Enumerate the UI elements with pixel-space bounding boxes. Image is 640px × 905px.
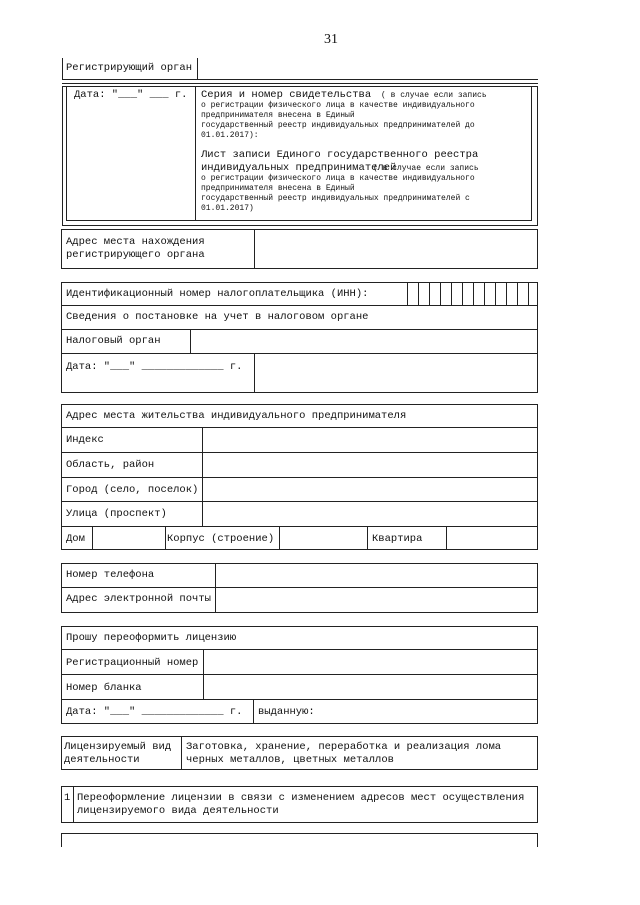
lic-line-2 — [61, 674, 538, 675]
addr-line-2 — [61, 452, 538, 453]
building-cell-left — [165, 526, 166, 550]
cert-note-2: о регистрации физического лица в качестве индивидуального предпринимателя внесена в Единый государственный реестр индивидуальных предпринимателей до 01.01.2017): — [201, 101, 475, 140]
registry-date-cell — [66, 86, 196, 221]
addr-line-3 — [61, 477, 538, 478]
house-label: Дом — [66, 533, 85, 545]
issued-label: выданную: — [258, 706, 315, 718]
email-label: Адрес электронной почты — [66, 593, 211, 605]
reg-number-label: Регистрационный номер — [66, 657, 199, 669]
lic-line-3 — [61, 699, 538, 700]
divider-double — [62, 83, 538, 84]
registry-date-label: Дата: "___" ___ г. — [74, 89, 188, 101]
tax-body-field[interactable] — [190, 329, 191, 353]
lic-line-1 — [61, 649, 538, 650]
reason-text: Переоформление лицензии в связи с изменением адресов мест осуществления лицензируемого вида деятельности — [77, 792, 525, 817]
tax-row-line-1 — [61, 305, 538, 306]
city-label: Город (село, поселок) — [66, 484, 199, 496]
activity-divider — [181, 736, 182, 770]
tax-body-label: Налоговый орган — [66, 335, 161, 347]
street-label: Улица (проспект) — [66, 508, 167, 520]
cert-title: Серия и номер свидетельства — [201, 89, 372, 101]
region-label: Область, район — [66, 459, 155, 471]
sheet-note-1: ( в случае если запись — [373, 164, 479, 173]
address-fields-divider[interactable] — [202, 427, 203, 526]
reg-body-field[interactable] — [197, 58, 198, 80]
cert-note-1: ( в случае если запись — [381, 91, 487, 100]
continuation-line — [61, 833, 538, 834]
building-field[interactable] — [279, 526, 280, 550]
form-number-label: Номер бланка — [66, 682, 142, 694]
license-date-label: Дата: "___" _____________ г. — [66, 706, 243, 718]
activity-value: Заготовка, хранение, переработка и реализация лома черных металлов, цветных металлов — [186, 741, 502, 766]
contacts-fields[interactable] — [215, 563, 216, 613]
contacts-line — [61, 587, 538, 588]
house-field[interactable] — [92, 526, 93, 550]
addr-line-5 — [61, 526, 538, 527]
reg-body-label: Регистрирующий орган — [66, 62, 193, 74]
reason-number: 1 — [64, 792, 71, 804]
tax-date-field[interactable] — [254, 353, 255, 393]
tax-date-label: Дата: "___" _____________ г. — [66, 361, 243, 373]
activity-label: Лицензируемый вид деятельности — [64, 741, 172, 766]
apartment-field[interactable] — [446, 526, 447, 550]
inn-label: Идентификационный номер налогоплательщика (ИНН): — [66, 288, 369, 300]
continuation-left — [61, 833, 62, 847]
apartment-cell-left — [367, 526, 368, 550]
page-number: 31 — [324, 32, 338, 47]
reg-address-label: Адрес места нахождения регистрирующего органа — [66, 236, 205, 261]
index-label: Индекс — [66, 434, 104, 446]
tax-info-label: Сведения о постановке на учет в налоговом органе — [66, 311, 369, 323]
addr-line-1 — [61, 427, 538, 428]
tax-row-line-3 — [61, 353, 538, 354]
license-date-divider — [253, 699, 254, 724]
continuation-right — [537, 833, 538, 847]
sheet-title: Лист записи Единого государственного реестра индивидуальных предпринимателей — [201, 149, 479, 174]
license-fields[interactable] — [203, 649, 204, 699]
license-request: Прошу переоформить лицензию — [66, 632, 237, 644]
tax-row-line-2 — [61, 329, 538, 330]
sheet-note-2: о регистрации физического лица в качестве индивидуального предпринимателя внесена в Единый государственный реестр индивидуальных предпринимателей с 01.01.2017) — [201, 174, 475, 213]
addr-line-4 — [61, 501, 538, 502]
inn-cells[interactable] — [407, 282, 538, 305]
address-title: Адрес места жительства индивидуального предпринимателя — [66, 410, 407, 422]
reg-address-field[interactable] — [254, 229, 538, 269]
building-label: Корпус (строение) — [167, 533, 275, 545]
phone-label: Номер телефона — [66, 569, 155, 581]
reason-divider — [73, 786, 74, 823]
apartment-label: Квартира — [372, 533, 423, 545]
